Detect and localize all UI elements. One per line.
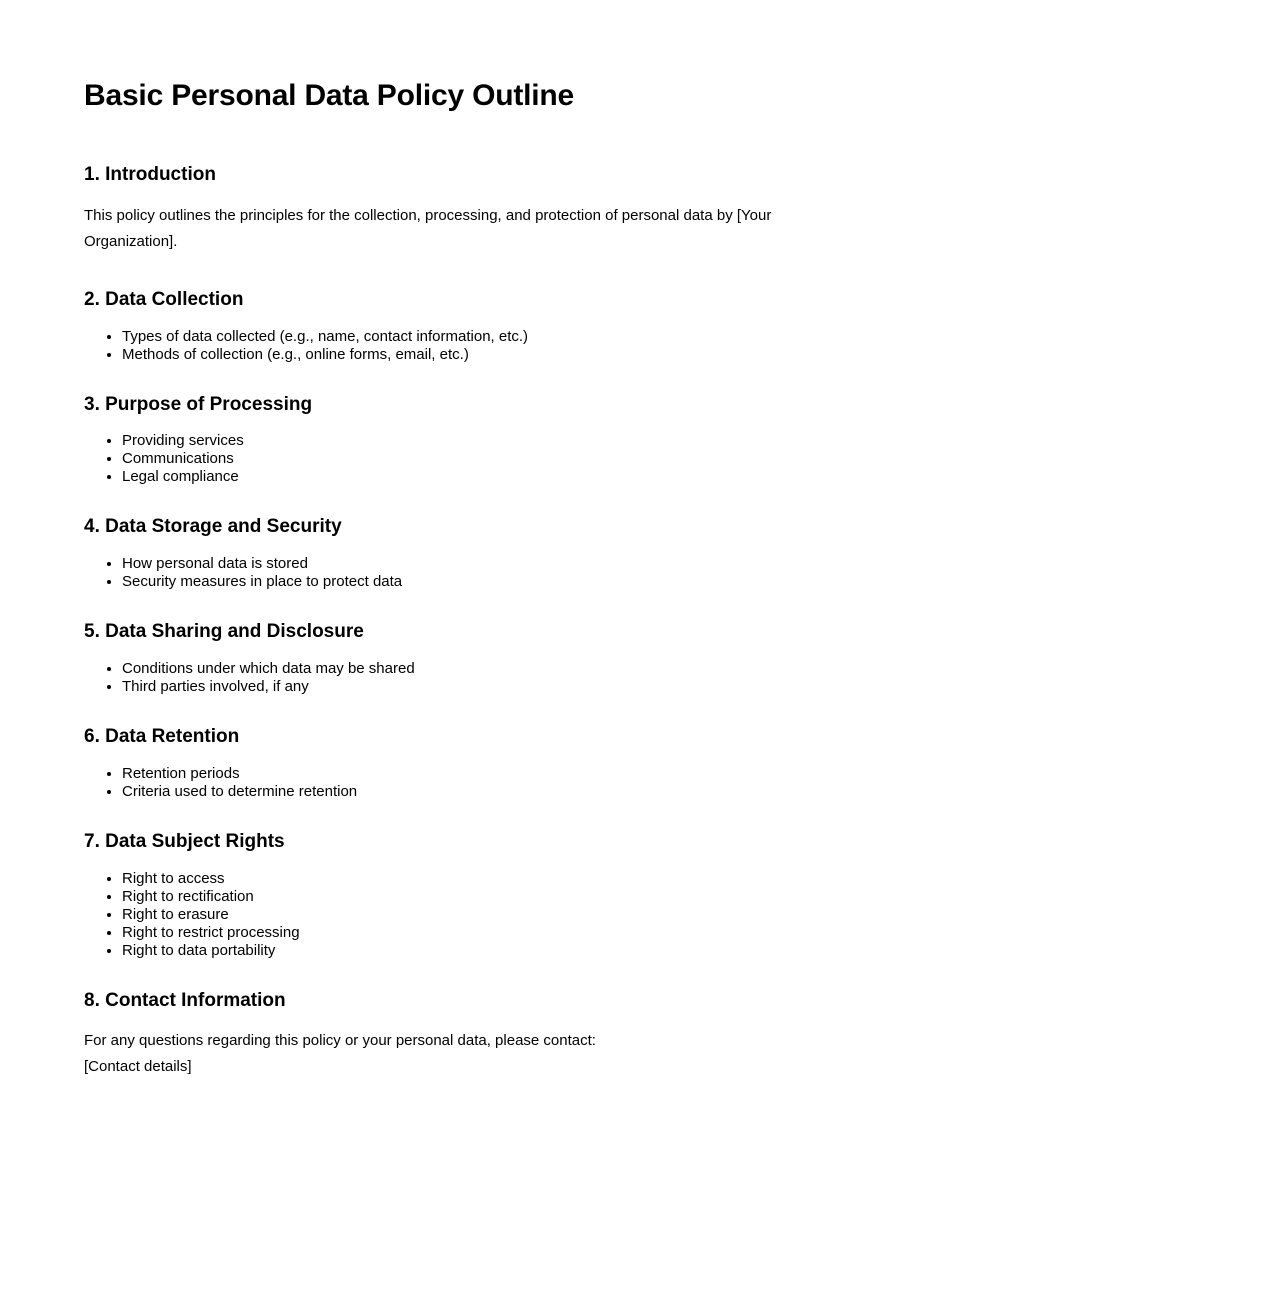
list-item: • Right to rectification (122, 888, 1194, 906)
list-item: • Methods of collection (e.g., online forms, email, etc.) (122, 346, 1194, 364)
list-item: • Communications (122, 450, 1194, 468)
section-heading: 1. Introduction (84, 164, 216, 185)
section-introduction (84, 164, 1194, 255)
section-data-subject-rights (84, 831, 1194, 960)
bullet-list (84, 555, 1194, 591)
list-item: • Legal compliance (122, 468, 1194, 486)
section-heading: 7. Data Subject Rights (84, 830, 285, 852)
list-item: • Security measures in place to protect data (122, 573, 1194, 591)
list-item: • How personal data is stored (122, 555, 1194, 573)
section-paragraph: This policy outlines the principles for the collection, processing, and protection of personal data by [Your Organization]. (84, 206, 772, 250)
list-item: • Right to access (122, 870, 1194, 888)
section-heading: 5. Data Sharing and Disclosure (84, 621, 364, 643)
section-heading: 3. Purpose of Processing (84, 393, 313, 415)
bullet-list (84, 432, 1194, 486)
list-item: • Right to restrict processing (122, 924, 1194, 942)
section-heading: 8. Contact Information (84, 989, 286, 1011)
bullet-list (84, 870, 1194, 960)
bullet-list (84, 328, 1194, 364)
section-data-storage-and-security (84, 516, 1194, 591)
list-item: • Third parties involved, if any (122, 678, 1194, 696)
page-title: Basic Personal Data Policy Outline (84, 79, 575, 112)
section-heading: 2. Data Collection (84, 288, 244, 310)
section-data-sharing-and-disclosure (84, 621, 1194, 696)
list-item: • Types of data collected (e.g., name, contact information, etc.) (122, 328, 1194, 346)
bullet-list (84, 660, 1194, 696)
section-heading: 4. Data Storage and Security (84, 516, 342, 538)
section-paragraph: For any questions regarding this policy or your personal data, please contact: (84, 1032, 596, 1050)
section-contact-information (84, 990, 1194, 1081)
list-item: • Right to erasure (122, 906, 1194, 924)
list-item: • Criteria used to determine retention (122, 783, 1194, 801)
contact-details: [Contact details] (84, 1058, 192, 1076)
section-purpose-of-processing (84, 394, 1194, 487)
list-item: • Providing services (122, 432, 1194, 450)
list-item: • Right to data portability (122, 942, 1194, 960)
bullet-list (84, 765, 1194, 801)
list-item: • Retention periods (122, 765, 1194, 783)
section-heading: 6. Data Retention (84, 725, 240, 747)
section-data-collection (84, 289, 1194, 364)
list-item: • Conditions under which data may be shared (122, 660, 1194, 678)
section-data-retention (84, 726, 1194, 801)
